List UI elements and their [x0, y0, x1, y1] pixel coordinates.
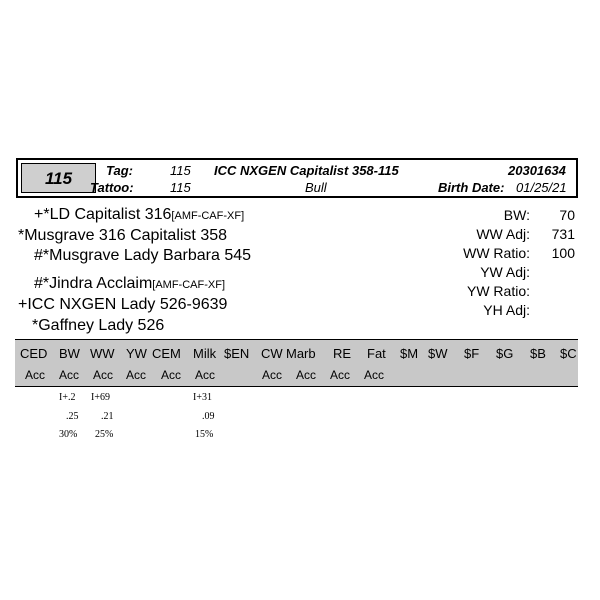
ww-ratio-label: WW Ratio:	[463, 245, 530, 261]
pedigree-dam: +ICC NXGEN Lady 526-9639	[18, 296, 228, 313]
epd-header: $W	[428, 346, 448, 361]
epd-header: Milk	[193, 346, 217, 361]
epd-header: $EN	[224, 346, 250, 361]
epd-header: $G	[496, 346, 514, 361]
pedigree-dam-dam: *Gaffney Lady 526	[32, 317, 165, 334]
bw-value: 70	[559, 207, 575, 223]
acc-header: Acc	[195, 368, 216, 382]
yw-ratio-label: YW Ratio:	[466, 283, 530, 299]
pedigree-sire: *Musgrave 316 Capitalist 358	[18, 227, 228, 244]
dam-sire-name: #*Jindra Acclaim	[34, 275, 153, 292]
acc-header: Acc	[364, 368, 385, 382]
lot-number: 115	[21, 163, 96, 193]
ww-adj-value: 731	[551, 226, 575, 242]
epd-header: CEM	[152, 346, 181, 361]
acc-header: Acc	[126, 368, 147, 382]
acc-header: Acc	[296, 368, 317, 382]
animal-header	[16, 158, 578, 198]
epd-header: CW	[261, 346, 283, 361]
ww-ratio-value: 100	[551, 245, 575, 261]
pedigree-dam-sire	[34, 275, 225, 293]
bw-percentile: 30%	[59, 429, 78, 440]
sire-sire-name: +*LD Capitalist 316	[34, 206, 172, 223]
birth-date: 01/25/21	[516, 180, 567, 195]
tag-value: 115	[170, 163, 191, 178]
epd-header: $F	[464, 346, 480, 361]
milk-accuracy: .09	[202, 411, 215, 422]
acc-header: Acc	[262, 368, 283, 382]
epd-header: Fat	[367, 346, 386, 361]
acc-header: Acc	[161, 368, 182, 382]
epd-header: $C	[560, 346, 577, 361]
epd-header: Marb	[286, 346, 316, 361]
sire-sire-tag: [AMF-CAF-XF]	[171, 210, 245, 222]
acc-header: Acc	[25, 368, 46, 382]
animal-sex: Bull	[305, 180, 327, 195]
bw-accuracy: .25	[66, 411, 79, 422]
epd-header: BW	[59, 346, 80, 361]
epd-header: WW	[90, 346, 115, 361]
dam-sire-tag: [AMF-CAF-XF]	[152, 279, 225, 291]
tag-label: Tag:	[106, 163, 133, 178]
milk-percentile: 15%	[195, 429, 214, 440]
animal-name: ICC NXGEN Capitalist 358-115	[214, 163, 399, 178]
epd-header: RE	[333, 346, 352, 361]
epd-header: YW	[126, 346, 147, 361]
epd-header-band	[15, 339, 578, 387]
acc-header: Acc	[59, 368, 80, 382]
tattoo-value: 115	[170, 180, 191, 195]
registration-number: 20301634	[508, 163, 566, 178]
epd-header: CED	[20, 346, 48, 361]
ww-adj-label: WW Adj:	[476, 226, 530, 242]
acc-header: Acc	[93, 368, 114, 382]
bw-epd: I+.2	[59, 392, 76, 403]
pedigree-sire-dam: #*Musgrave Lady Barbara 545	[34, 247, 252, 264]
yw-adj-label: YW Adj:	[480, 264, 530, 280]
acc-header: Acc	[330, 368, 351, 382]
milk-epd: I+31	[193, 392, 212, 403]
yh-adj-label: YH Adj:	[483, 302, 530, 318]
tattoo-label: Tattoo:	[90, 180, 134, 195]
ww-accuracy: .21	[101, 411, 114, 422]
pedigree-sire-sire	[34, 206, 244, 224]
birth-date-label: Birth Date:	[438, 180, 505, 195]
ww-percentile: 25%	[95, 429, 114, 440]
epd-header: $B	[530, 346, 546, 361]
ww-epd: I+69	[91, 392, 110, 403]
epd-header: $M	[400, 346, 419, 361]
bw-label: BW:	[503, 207, 530, 223]
